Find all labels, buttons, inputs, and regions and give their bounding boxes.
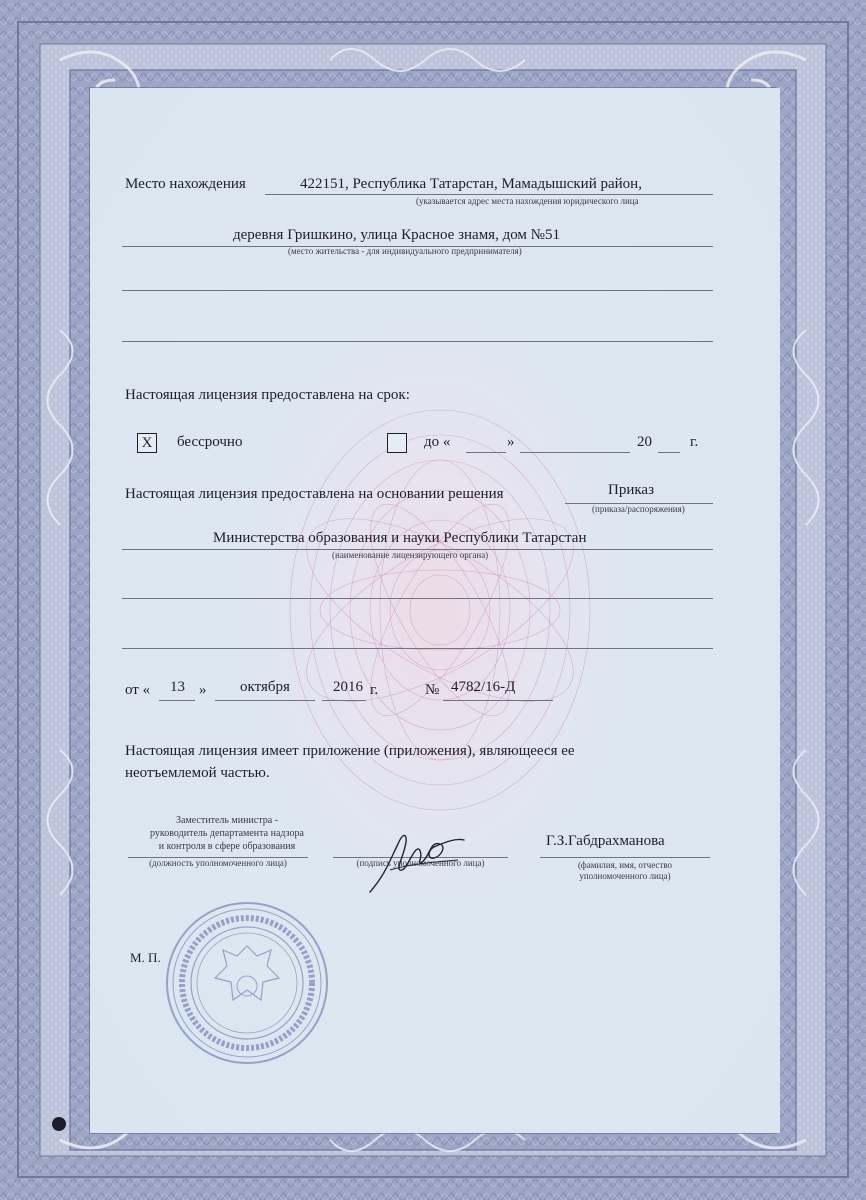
decision-month: октября — [240, 679, 290, 695]
position-line-3: и контроля в сфере образования — [158, 841, 296, 852]
position-line-2: руководитель департамента надзора — [150, 828, 304, 839]
decision-number-rule — [443, 700, 553, 701]
until-year-suffix: г. — [690, 434, 699, 450]
handwritten-signature — [360, 820, 480, 900]
authority-hint: (наименование лицензирующего органа) — [332, 550, 489, 560]
address-hint-2: (место жительства - для индивидуального предпринимателя) — [288, 246, 522, 256]
decision-number: 4782/16-Д — [451, 679, 516, 695]
decision-day-rule — [159, 700, 195, 701]
address-line-2: деревня Гришкино, улица Красное знамя, дом №51 — [233, 227, 560, 243]
until-day-rule — [466, 452, 506, 453]
until-month-rule — [520, 452, 630, 453]
appendix-text-line-1: Настоящая лицензия имеет приложение (приложения), являющееся ее — [125, 743, 575, 759]
address-line-1: 422151, Республика Татарстан, Мамадышский район, — [300, 176, 642, 192]
term-label: Настоящая лицензия предоставлена на срок: — [125, 387, 410, 403]
basis-label: Настоящая лицензия предоставлена на основании решения — [125, 486, 504, 502]
indefinite-label: бессрочно — [177, 434, 243, 450]
address-hint-1: (указывается адрес места нахождения юридического лица — [416, 196, 639, 206]
appendix-text-line-2: неотъемлемой частью. — [125, 765, 270, 781]
indefinite-checkbox[interactable]: X — [137, 433, 157, 453]
signature-hint: (подпись уполномоченного лица) — [356, 858, 485, 868]
signatory-name: Г.З.Габдрахманова — [546, 833, 665, 849]
address-line-3-rule — [122, 290, 713, 291]
punch-hole — [52, 1117, 66, 1131]
address-line-1-rule — [265, 194, 713, 195]
name-rule — [540, 857, 710, 858]
position-line-1: Заместитель министра - — [175, 815, 279, 826]
position-hint: (должность уполномоченного лица) — [149, 858, 287, 868]
doc-type: Приказ — [608, 482, 655, 498]
until-close-quote: » — [507, 434, 515, 450]
official-seal — [162, 898, 332, 1068]
address-line-4-rule — [122, 341, 713, 342]
doc-type-hint: (приказа/распоряжения) — [592, 504, 685, 514]
until-open-quote: до « — [424, 434, 451, 450]
decision-from-open: от « — [125, 682, 151, 698]
decision-day: 13 — [170, 679, 185, 695]
guilloche-rosette — [270, 390, 610, 830]
decision-month-rule — [215, 700, 315, 701]
authority: Министерства образования и науки Республики Татарстан — [213, 530, 587, 546]
decision-from-close: » — [199, 682, 207, 698]
until-date-checkbox[interactable] — [387, 433, 407, 453]
until-year-rule — [658, 452, 680, 453]
decision-year-suffix: г. — [370, 682, 379, 698]
name-hint-2: уполномоченного лица) — [579, 871, 671, 881]
name-hint-1: (фамилия, имя, отчество — [577, 860, 673, 870]
decision-year: 2016 — [333, 679, 363, 695]
decision-year-rule — [322, 700, 366, 701]
address-label: Место нахождения — [125, 176, 246, 192]
decision-number-sign: № — [425, 682, 440, 698]
until-year-prefix: 20 — [637, 434, 652, 450]
stamp-place-label: М. П. — [130, 950, 161, 965]
basis-blank-rule-1 — [122, 598, 713, 599]
basis-blank-rule-2 — [122, 648, 713, 649]
